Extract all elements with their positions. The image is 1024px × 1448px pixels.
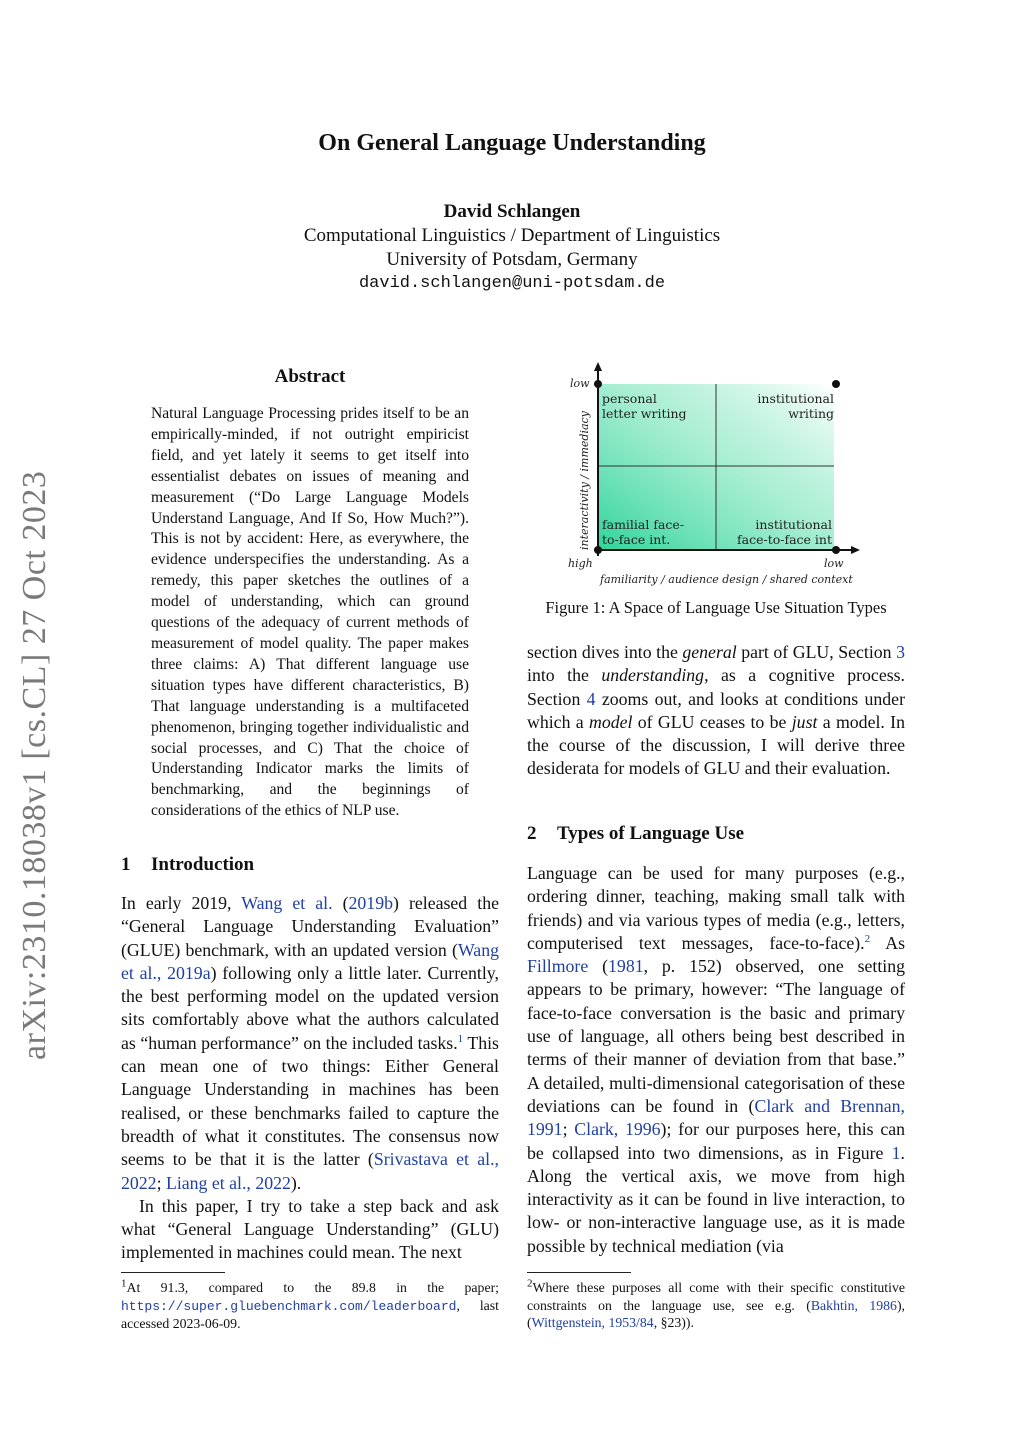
citation-fillmore[interactable]: Fillmore — [527, 956, 589, 977]
quadrant-institutional-face-to-face: institutional face-to-face int — [737, 517, 832, 547]
figure-point-top-right — [832, 380, 840, 388]
quadrant-personal-letter-writing: personal letter writing — [602, 391, 687, 421]
figure-y-axis-label: interactivity / immediacy — [578, 411, 591, 550]
abstract-heading: Abstract — [274, 366, 346, 387]
citation-srivastava[interactable]: Srivastava et al., 2022 — [121, 1149, 499, 1193]
figure-y-top-label: low — [570, 377, 590, 390]
figure-point-bottom-left — [594, 546, 602, 554]
figure-x-arrowhead — [851, 546, 860, 554]
footnote-1-url[interactable]: https://super.gluebenchmark.com/leaderboard — [121, 1298, 457, 1314]
ref-figure-1[interactable]: 1 — [891, 1142, 901, 1163]
author-name: David Schlangen — [443, 201, 581, 222]
author-affiliation-2: University of Potsdam, Germany — [386, 249, 638, 270]
section-2-number: 2 — [527, 823, 537, 844]
footnote-1-mark: 1 — [121, 1277, 127, 1290]
quadrant-familial-face-to-face: familial face- to-face int. — [602, 517, 685, 547]
footnote-2-mark: 2 — [527, 1277, 533, 1290]
footnote-ref-2[interactable]: 2 — [864, 932, 871, 945]
footnote-2: $^2$Where these purposes all come with their specific constitutive constraints on the language use, see e.g. (Bakhtin, 1986), (Wittgenstein, 1953/84, §23)). — [527, 1277, 905, 1331]
intro-paragraph-2: In this paper, I try to take a step back and ask what “General Language Understanding” (GLU) implemented in machines could mean. The next — [121, 1195, 499, 1263]
footnote-1: $^1$At 91.3, compared to the 89.8 in the paper; https://super.gluebenchmark.com/leaderboard, last accessed 2023-06-09. — [121, 1277, 499, 1332]
arxiv-stamp: arXiv:2310.18038v1 [cs.CL] 27 Oct 2023 — [16, 470, 53, 1060]
citation-bakhtin[interactable]: Bakhtin, 1986 — [810, 1297, 897, 1313]
section-1-title: Introduction — [151, 854, 255, 875]
author-affiliation-1: Computational Linguistics / Department of Linguistics — [303, 225, 721, 246]
citation-clark-1996[interactable]: Clark, 1996 — [574, 1119, 661, 1140]
intro-paragraph-1: In early 2019, Wang et al. (2019b) released the “General Language Understanding Evaluation” (GLUE) benchmark, with an updated version (Wang et al., 2019a) following only a little later. Currently, the best performing model on the updated version sits comfortably above what the authors calculated as “human performance” on the included tasks.$^1$ This can mean one of two things: Either General Language Understanding in machines has been realised, or these benchmarks failed to capture the breadth of what it constitutes. The consensus now seems to be that it is the latter (Srivastava et al., 2022; Liang et al., 2022). — [121, 893, 499, 1193]
section-1-number: 1 — [121, 854, 131, 875]
citation-wang-2019a[interactable]: Wang et al., 2019a — [121, 939, 499, 983]
section-1-heading — [121, 854, 499, 876]
author-email[interactable]: david.schlangen@uni-potsdam.de — [358, 274, 666, 293]
paper-title: On General Language Understanding — [318, 130, 706, 156]
footnote-ref-1[interactable]: 1 — [457, 1032, 464, 1045]
figure-y-arrowhead — [594, 362, 602, 371]
figure-point-top-left — [594, 380, 602, 388]
figure-x-axis-label: familiarity / audience design / shared context — [600, 573, 853, 586]
footnote-rule-right — [527, 1272, 631, 1273]
footnote-rule-left — [121, 1272, 225, 1273]
citation-wang-et-al[interactable]: Wang et al. — [241, 893, 333, 913]
ref-section-4[interactable]: 4 — [586, 688, 596, 709]
figure-y-bottom-label: high — [568, 557, 593, 570]
ref-section-3[interactable]: 3 — [896, 642, 905, 662]
citation-liang[interactable]: Liang et al., 2022 — [165, 1172, 291, 1193]
figure-point-bottom-right — [832, 546, 840, 554]
citation-clark-brennan[interactable]: Clark and Brennan, 1991 — [527, 1095, 905, 1140]
citation-2019b[interactable]: 2019b — [348, 893, 393, 913]
section-1-body — [121, 892, 499, 1265]
section-2-title: Types of Language Use — [557, 823, 745, 844]
citation-1981[interactable]: 1981 — [608, 956, 644, 977]
right-intro-paragraph: section dives into the general part of GLU, Section 3 into the understanding, as a cognitive process. Section 4 zooms out, and looks at conditions under which a model of GLU ceases to be just a model. In the course of the discussion, I will derive three desiderata for models of GLU and their evaluation. — [527, 642, 905, 779]
author-block — [0, 200, 1024, 296]
figure-1-caption: Figure 1: A Space of Language Use Situation Types — [545, 598, 887, 617]
section-2-body: Language can be used for many purposes (e.g., ordering dinner, teaching, making small talk with friends) and via various types of media (e.g., letters, computerised text messages, face-to-face).$^2$ As Fillmore (1981, p. 152) observed, one setting appears to be primary, however: “The language of face-to-face conversation is the basic and primary use of language, all others being best described in terms of their manner of deviation from that base.” A detailed, multi-dimensional categorisation of these deviations can be found in (Clark and Brennan, 1991; Clark, 1996); for our purposes here, this can be collapsed into two dimensions, as in Figure 1. Along the vertical axis, we move from high interactivity as it can be found in live interaction, to low- or non-interactive language use, as it is made possible by technical mediation (via — [527, 863, 906, 1256]
citation-wittgenstein[interactable]: Wittgenstein, 1953/84 — [531, 1315, 654, 1331]
quadrant-institutional-writing: institutional writing — [757, 391, 834, 421]
abstract-text: Natural Language Processing prides itself to be an empirically-minded, if not outright empiricist field, and yet lately it seems to get itself into essentialist debates on issues of meaning and measurement (“Do Large Language Models Understand Language, And If So, How Much?”). This is not by accident: Here, as everywhere, the evidence underspecifies the understanding. As a remedy, this paper sketches the outlines of a model of understanding, which can ground questions of the adequacy of current methods of measurement of model quality. The paper makes three claims: A) That different language use situation types have different characteristics, B) That language understanding is a multifaceted phenomenon, bringing together individualistic and social processes, and C) That the choice of Understanding Indicator marks the limits of benchmarking, and the beginnings of considerations of the ethics of NLP use. — [151, 405, 469, 820]
section-2-heading — [527, 823, 905, 845]
figure-x-right-label: low — [824, 557, 844, 570]
